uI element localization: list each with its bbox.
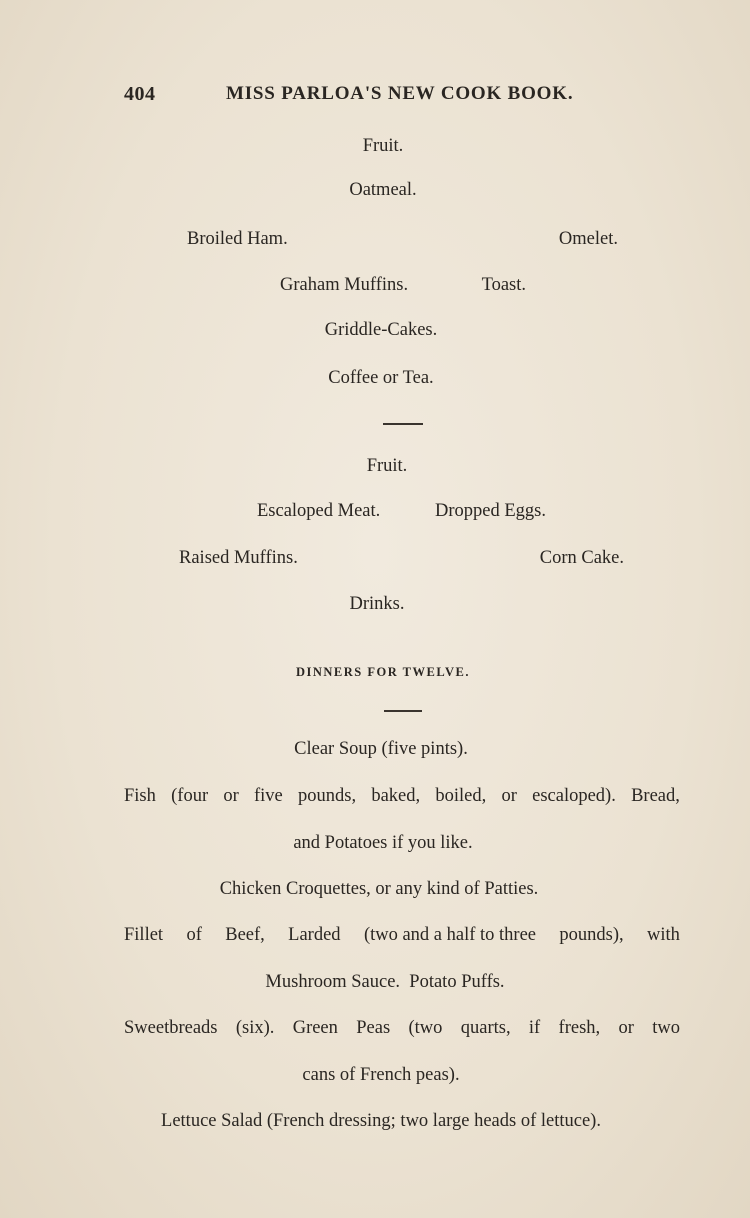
dinner-beef-line [124,925,680,946]
word: (two and a half to three [363,925,537,945]
word: Fillet [124,925,164,945]
menu1-broiled-ham: Broiled Ham. [187,229,288,249]
menu1-fruit: Fruit. [362,136,404,156]
running-head: MISS PARLOA'S NEW COOK BOOK. [226,83,574,104]
word: or [501,786,517,806]
dinner-croquettes: Chicken Croquettes, or any kind of Patties. [219,879,539,899]
menu2-dropped-eggs: Dropped Eggs. [435,501,546,521]
dinner-soup: Clear Soup (five pints). [294,739,468,759]
word: Green [292,1018,338,1038]
word: pounds), [559,925,624,945]
word: five [254,786,283,806]
word: Larded [288,925,341,945]
menu1-coffee-tea: Coffee or Tea. [328,368,434,388]
dinner-potatoes: and Potatoes if you like. [293,833,473,853]
word: boiled, [435,786,487,806]
menu2-raised-muffins: Raised Muffins. [179,548,298,568]
word: Peas [356,1018,391,1038]
word: (four [171,786,209,806]
word: quarts, [460,1018,511,1038]
menu1-graham-muffins: Graham Muffins. [280,275,409,295]
word: baked, [371,786,421,806]
word: pounds, [298,786,357,806]
menu1-toast: Toast. [481,275,526,295]
menu2-corn-cake: Corn Cake. [539,548,624,568]
dinner-sweetbreads-line [124,1018,680,1039]
section-rule [383,423,423,425]
menu2-drinks: Drinks. [349,594,405,614]
word: fresh, [558,1018,601,1038]
word: or [618,1018,634,1038]
word: or [223,786,239,806]
word: escaloped). [532,786,616,806]
menu1-omelet: Omelet. [558,229,618,249]
dinner-fish-line [124,786,680,807]
menu1-oatmeal: Oatmeal. [349,180,417,200]
word: (two [408,1018,443,1038]
word: of [186,925,202,945]
word: Bread, [631,786,680,806]
dinner-french-peas: cans of French peas). [302,1065,460,1085]
word: two [652,1018,680,1038]
menu2-row-muffins-cake [0,548,750,569]
menu1-row-ham-omelet [0,229,750,250]
dinner-mushroom: Mushroom Sauce. Potato Puffs. [265,972,505,992]
menu2-fruit: Fruit. [366,456,408,476]
page-number: 404 [124,83,156,105]
dinner-lettuce: Lettuce Salad (French dressing; two large heads of lettuce). [161,1111,601,1131]
menu2-escaloped-meat: Escaloped Meat. [257,501,381,521]
word: Sweetbreads [124,1018,218,1038]
section-rule [384,710,422,712]
word: (six). [235,1018,275,1038]
menu1-row-muffins-toast [0,275,750,296]
word: Beef, [225,925,265,945]
word: with [647,925,680,945]
menu1-griddle-cakes: Griddle-Cakes. [324,320,438,340]
word: Fish [124,786,156,806]
section-heading: DINNERS FOR TWELVE. [295,665,471,679]
menu2-row-meat-eggs [0,501,750,522]
word: if [528,1018,541,1038]
